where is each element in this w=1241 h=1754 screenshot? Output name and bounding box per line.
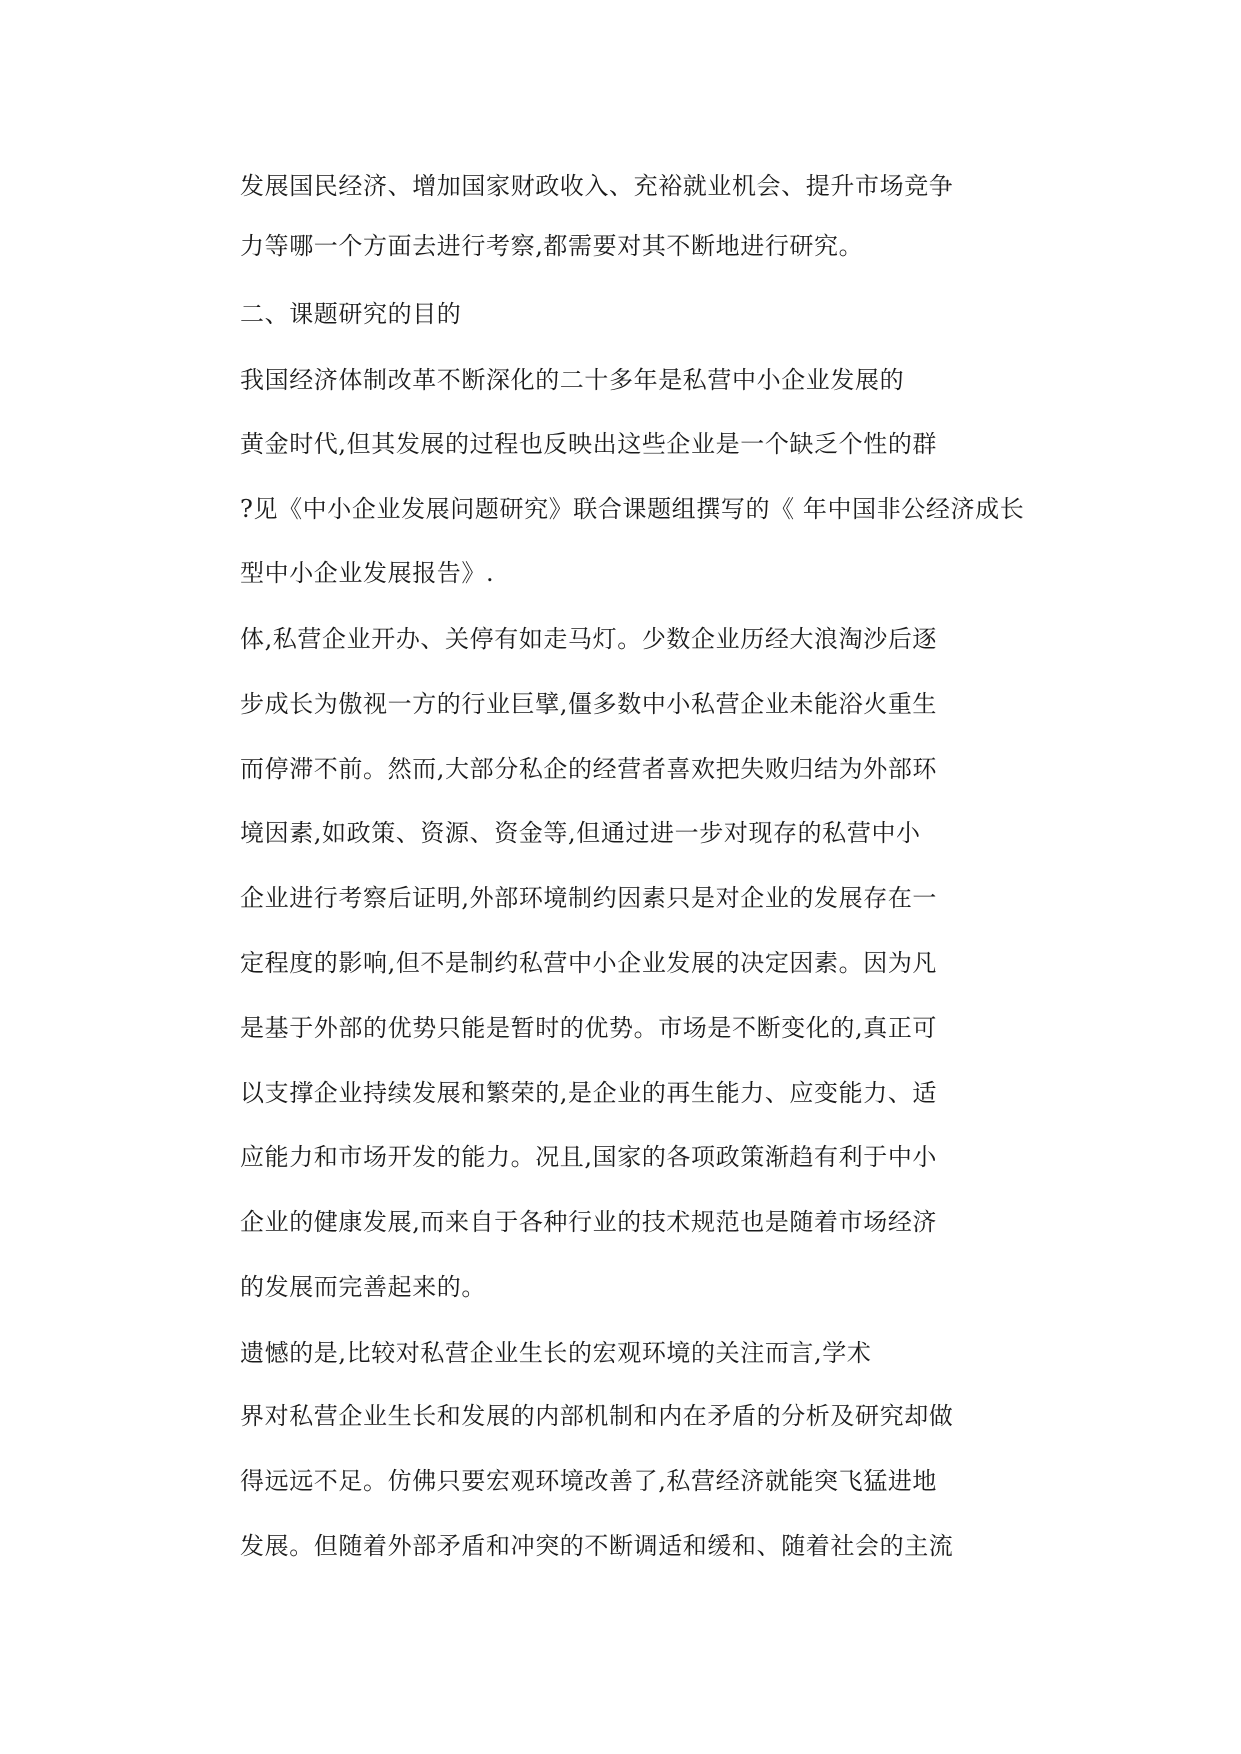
text-line: 境因素,如政策、资源、资金等,但通过进一步对现存的私营中小 <box>240 819 921 847</box>
text-line: 体,私营企业开办、关停有如走马灯。少数企业历经大浪淘沙后逐 <box>240 625 938 653</box>
text-line: 遗憾的是,比较对私营企业生长的宏观环境的关注而言,学术 <box>240 1339 872 1367</box>
text-line: 应能力和市场开发的能力。况且,国家的各项政策渐趋有利于中小 <box>240 1143 938 1171</box>
text-line: 力等哪一个方面去进行考察,都需要对其不断地进行研究。 <box>240 232 864 260</box>
text-line: 得远远不足。仿佛只要宏观环境改善了,私营经济就能突飞猛进地 <box>240 1467 938 1495</box>
text-line: 企业的健康发展,而来自于各种行业的技术规范也是随着市场经济 <box>240 1208 938 1236</box>
text-line: 企业进行考察后证明,外部环境制约因素只是对企业的发展存在一 <box>240 884 938 912</box>
text-line: 发展国民经济、增加国家财政收入、充裕就业机会、提升市场竞争 <box>240 172 954 200</box>
section-heading: 二、课题研究的目的 <box>240 300 462 328</box>
text-line: 黄金时代,但其发展的过程也反映出这些企业是一个缺乏个性的群 <box>240 430 938 458</box>
text-line: 我国经济体制改革不断深化的二十多年是私营中小企业发展的 <box>240 366 905 394</box>
text-line: 发展。但随着外部矛盾和冲突的不断调适和缓和、随着社会的主流 <box>240 1532 954 1560</box>
text-line: 是基于外部的优势只能是暂时的优势。市场是不断变化的,真正可 <box>240 1014 938 1042</box>
text-line: 的发展而完善起来的。 <box>240 1273 486 1301</box>
text-line: 步成长为傲视一方的行业巨擘,僵多数中小私营企业未能浴火重生 <box>240 690 938 718</box>
text-line: 以支撑企业持续发展和繁荣的,是企业的再生能力、应变能力、适 <box>240 1079 938 1107</box>
text-line: 界对私营企业生长和发展的内部机制和内在矛盾的分析及研究却做 <box>240 1402 954 1430</box>
text-line: 定程度的影响,但不是制约私营中小企业发展的决定因素。因为凡 <box>240 949 938 977</box>
footnote-line: 型中小企业发展报告》. <box>240 559 495 587</box>
text-line: 而停滞不前。然而,大部分私企的经营者喜欢把失败归结为外部环 <box>240 755 938 783</box>
footnote-line: ?见《中小企业发展问题研究》联合课题组撰写的《 年中国非公经济成长 <box>240 495 1025 523</box>
